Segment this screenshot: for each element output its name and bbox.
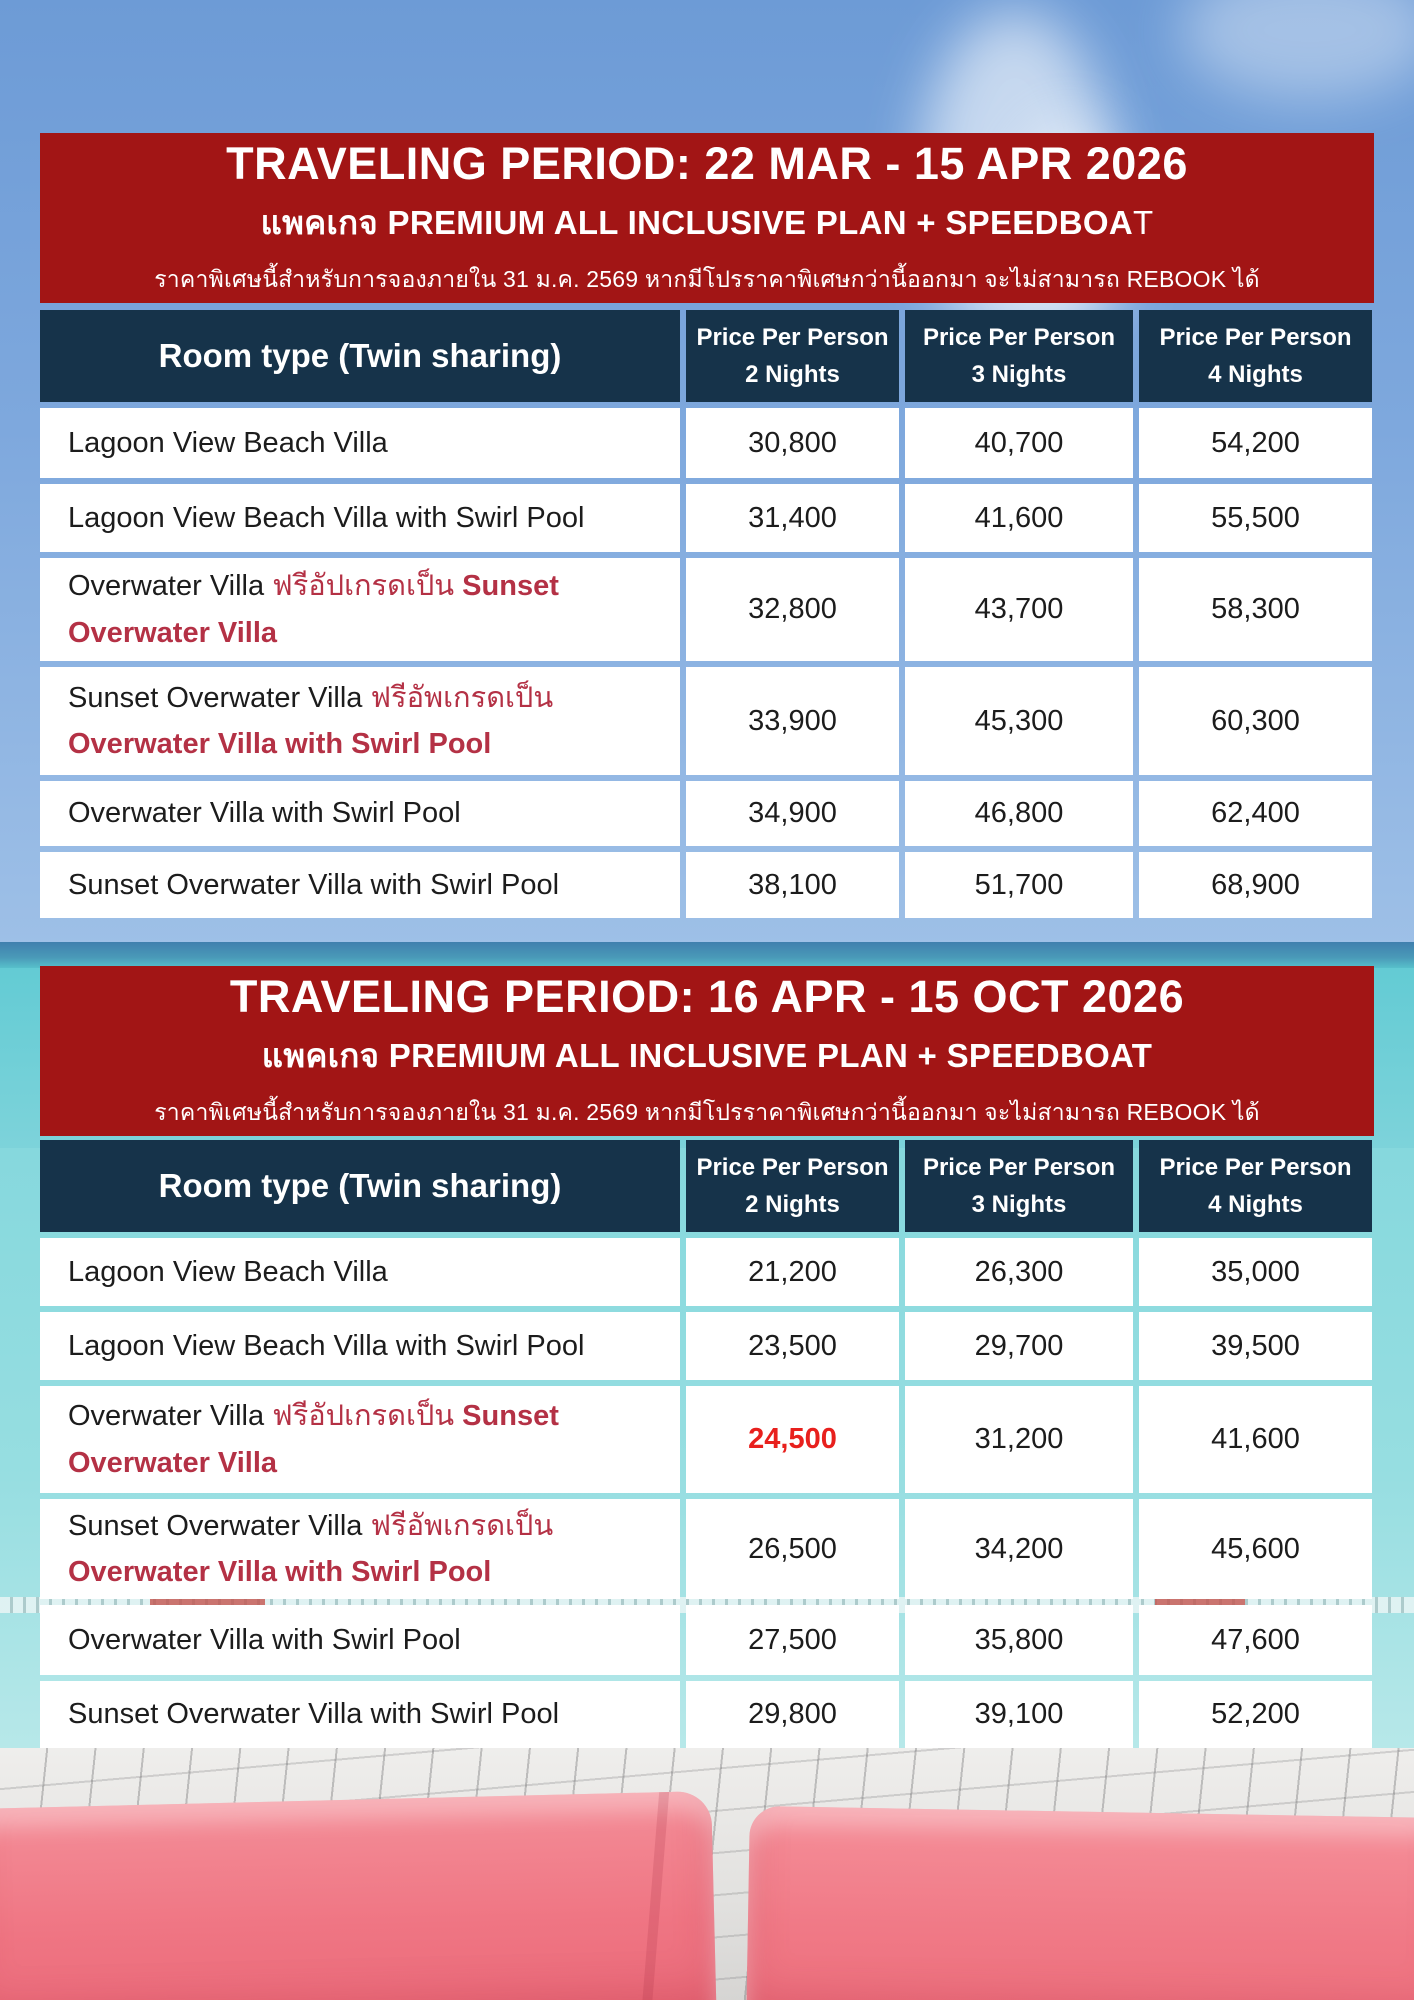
room-type-cell [40, 408, 680, 478]
room-type-cell [40, 1605, 680, 1675]
price-header-line2: 3 Nights [971, 361, 1067, 388]
price-cell: 35,800 [905, 1605, 1133, 1675]
room-type-cell [40, 484, 680, 552]
room-type-cell [40, 1386, 680, 1493]
package-subtitle-1 [261, 196, 1154, 249]
room-upgrade-note: ฟรีอัปเกรดเป็น [272, 570, 463, 603]
room-name: Sunset Overwater Villa with Swirl Pool [68, 868, 560, 901]
period-banner-1 [40, 133, 1374, 303]
price-header-line1: Price Per Person [922, 1153, 1116, 1181]
price-cell: 33,900 [686, 667, 899, 775]
price-cell: 30,800 [686, 408, 899, 478]
room-type-cell [40, 1312, 680, 1380]
pink-lounger-cushion-right [746, 1806, 1414, 2000]
price-cell: 32,800 [686, 558, 899, 661]
room-type-cell [40, 1681, 680, 1748]
room-type-header: Room type (Twin sharing) [40, 310, 680, 402]
price-cell: 54,200 [1139, 408, 1372, 478]
price-cell: 31,400 [686, 484, 899, 552]
room-upgrade-target: Overwater Villa with Swirl Pool [68, 1556, 492, 1588]
price-cell: 60,300 [1139, 667, 1372, 775]
price-header-line1: Price Per Person [1159, 323, 1352, 351]
room-name: Overwater Villa [68, 570, 273, 603]
room-type-cell [40, 781, 680, 846]
price-cell: 68,900 [1139, 852, 1372, 918]
price-header-line1: Price Per Person [1159, 1153, 1352, 1181]
room-name: Lagoon View Beach Villa [68, 1255, 388, 1288]
price-cell: 58,300 [1139, 558, 1372, 661]
room-name: Lagoon View Beach Villa [68, 426, 388, 459]
booking-condition-note-1: ราคาพิเศษนี้สำหรับการจองภายใน 31 ม.ค. 2569 หากมีโปรราคาพิเศษกว่านี้ออกมา จะไม่สามารถ REBOOK ได้ [154, 265, 1260, 292]
price-cell: 43,700 [905, 558, 1133, 661]
price-cell: 52,200 [1139, 1681, 1372, 1748]
price-header-line2: 2 Nights [745, 361, 840, 388]
price-table-1 [40, 310, 1374, 918]
price-header-4-nights [1139, 310, 1372, 402]
price-cell: 38,100 [686, 852, 899, 918]
price-cell-highlighted: 24,500 [686, 1386, 899, 1493]
room-upgrade-target: Overwater Villa with Swirl Pool [68, 728, 492, 760]
price-cell: 27,500 [686, 1605, 899, 1675]
price-cell: 51,700 [905, 852, 1133, 918]
room-type-cell [40, 1238, 680, 1306]
traveling-period-title-1: TRAVELING PERIOD: 22 MAR - 15 APR 2026 [226, 138, 1188, 190]
room-upgrade-target: Sunset Overwater Villa [68, 570, 559, 649]
price-cell: 46,800 [905, 781, 1133, 846]
package-subtitle-main-1: แพคเกจ PREMIUM ALL INCLUSIVE PLAN + SPEEDBOA [260, 203, 1133, 241]
room-name: Sunset Overwater Villa [68, 1509, 371, 1542]
price-header-line1: Price Per Person [696, 323, 889, 351]
price-cell: 26,300 [905, 1238, 1133, 1306]
room-name: Overwater Villa [68, 1400, 273, 1433]
room-type-cell [40, 1499, 680, 1599]
price-cell: 39,100 [905, 1681, 1133, 1748]
room-name: Overwater Villa with Swirl Pool [68, 1623, 461, 1656]
price-cell: 31,200 [905, 1386, 1133, 1493]
price-header-line2: 2 Nights [745, 1191, 840, 1218]
room-upgrade-note: ฟรีอัพเกรดเป็น [370, 681, 554, 714]
room-upgrade-note: ฟรีอัปเกรดเป็น [272, 1400, 463, 1433]
price-header-line1: Price Per Person [922, 323, 1116, 351]
price-cell: 34,900 [686, 781, 899, 846]
price-cell: 40,700 [905, 408, 1133, 478]
price-cell: 39,500 [1139, 1312, 1372, 1380]
price-header-2-nights [686, 1140, 899, 1232]
price-cell: 21,200 [686, 1238, 899, 1306]
price-cell: 23,500 [686, 1312, 899, 1380]
price-cell: 29,700 [905, 1312, 1133, 1380]
room-name: Sunset Overwater Villa with Swirl Pool [68, 1698, 560, 1731]
room-type-cell [40, 667, 680, 775]
price-header-2-nights [686, 310, 899, 402]
ocean-horizon [0, 942, 1414, 968]
room-upgrade-note: ฟรีอัพเกรดเป็น [370, 1509, 554, 1542]
pink-lounger-cushion-left [0, 1791, 717, 2000]
price-header-line2: 4 Nights [1208, 1191, 1303, 1218]
price-header-line2: 3 Nights [971, 1191, 1067, 1218]
room-type-header: Room type (Twin sharing) [40, 1140, 680, 1232]
price-cell: 35,000 [1139, 1238, 1372, 1306]
price-cell: 34,200 [905, 1499, 1133, 1599]
room-type-cell [40, 852, 680, 918]
price-header-line1: Price Per Person [696, 1153, 889, 1181]
package-subtitle-main-2: แพคเกจ PREMIUM ALL INCLUSIVE PLAN + SPEEDBOAT [261, 1036, 1153, 1074]
traveling-period-title-2: TRAVELING PERIOD: 16 APR - 15 OCT 2026 [229, 971, 1185, 1023]
price-header-3-nights [905, 310, 1133, 402]
price-header-line2: 4 Nights [1208, 361, 1303, 388]
price-cell: 26,500 [686, 1499, 899, 1599]
price-cell: 55,500 [1139, 484, 1372, 552]
price-cell: 45,300 [905, 667, 1133, 775]
booking-condition-note-2: ราคาพิเศษนี้สำหรับการจองภายใน 31 ม.ค. 2569 หากมีโปรราคาพิเศษกว่านี้ออกมา จะไม่สามารถ REBOOK ได้ [154, 1098, 1260, 1125]
room-name: Sunset Overwater Villa [68, 681, 371, 714]
period-banner-2 [40, 966, 1374, 1136]
room-name: Overwater Villa with Swirl Pool [68, 797, 461, 830]
price-cell: 45,600 [1139, 1499, 1372, 1599]
room-name: Lagoon View Beach Villa with Swirl Pool [68, 501, 585, 534]
price-header-3-nights [905, 1140, 1133, 1232]
price-cell: 41,600 [905, 484, 1133, 552]
price-header-4-nights [1139, 1140, 1372, 1232]
price-cell: 29,800 [686, 1681, 899, 1748]
room-upgrade-target: Sunset Overwater Villa [68, 1400, 559, 1479]
price-cell: 47,600 [1139, 1605, 1372, 1675]
package-subtitle-2 [262, 1029, 1152, 1082]
price-cell: 62,400 [1139, 781, 1372, 846]
room-type-cell [40, 558, 680, 661]
room-name: Lagoon View Beach Villa with Swirl Pool [68, 1329, 585, 1362]
price-table-2 [40, 1140, 1374, 1748]
price-cell: 41,600 [1139, 1386, 1372, 1493]
package-subtitle-tail-1: T [1132, 203, 1154, 241]
